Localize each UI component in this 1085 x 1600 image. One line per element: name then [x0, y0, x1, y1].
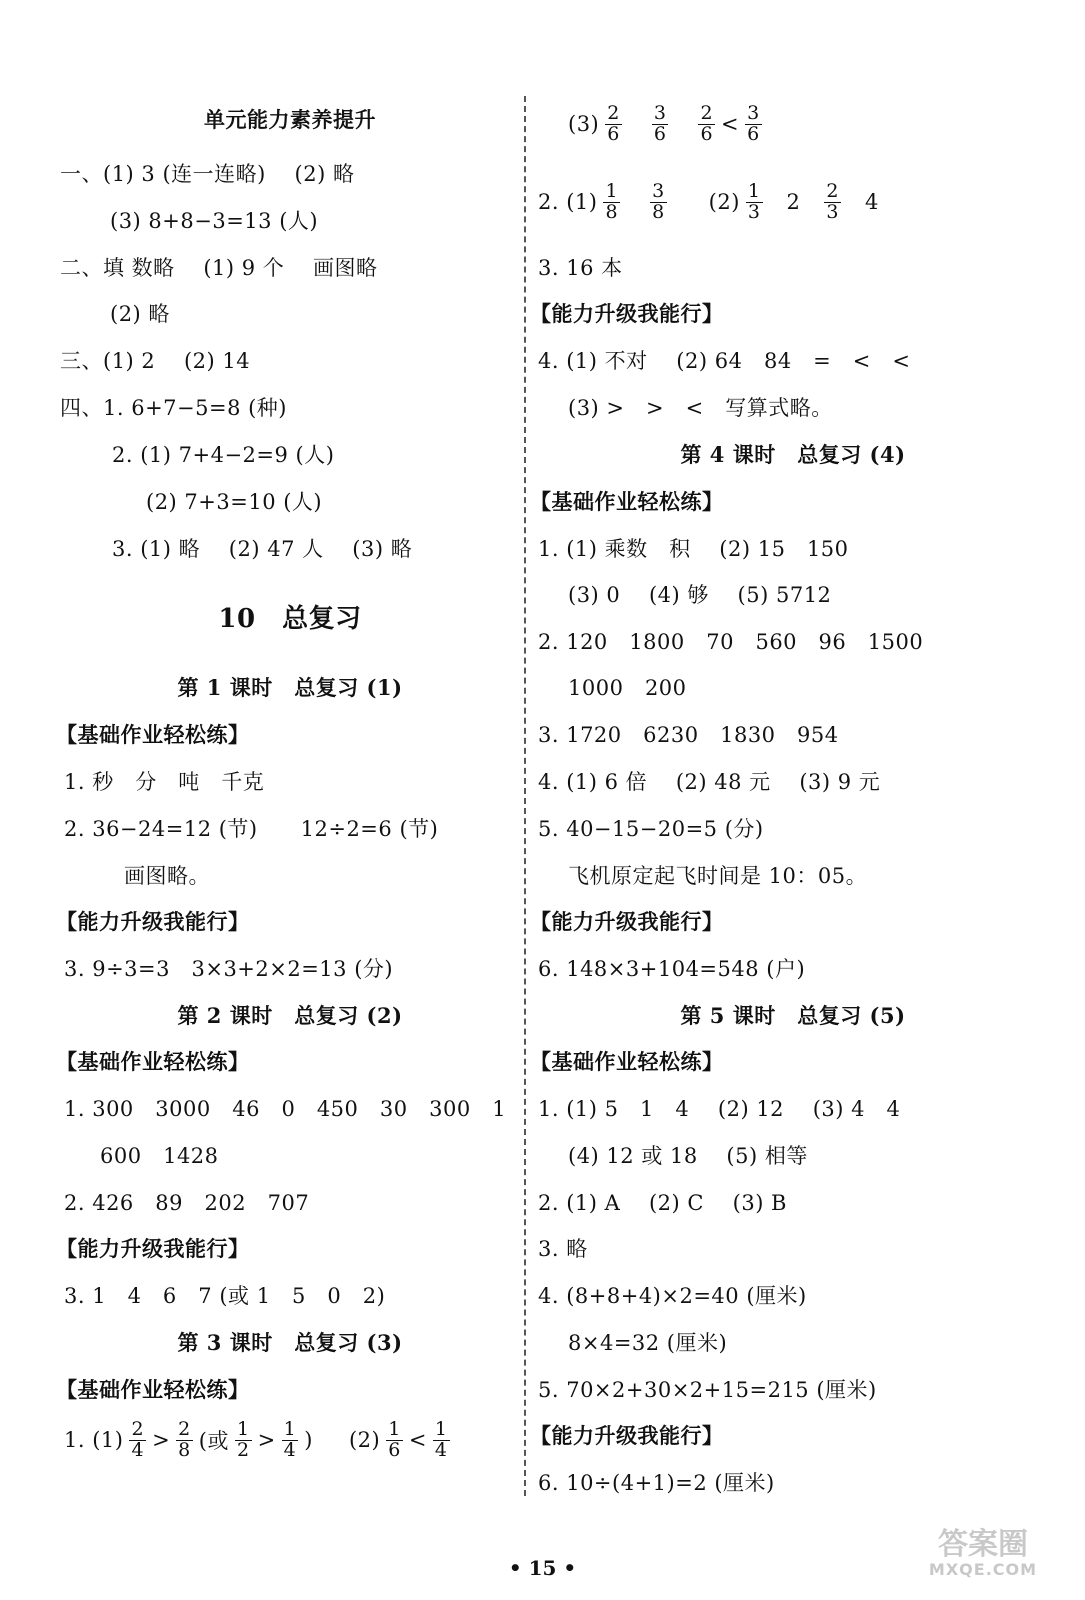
- answer-line: 4. (1) 不对 (2) 64 84 = < <: [538, 349, 911, 373]
- answer-line: 2. (1) A (2) C (3) B: [538, 1191, 787, 1215]
- section-heading: 【基础作业轻松练】: [56, 1377, 250, 1402]
- fraction: $\frac{1}{4}$: [434, 1418, 448, 1461]
- lesson-title: 第 4 课时 总复习 (4): [680, 442, 906, 467]
- answer-line: 1000 200: [568, 676, 687, 700]
- number-value: 2: [786, 190, 801, 215]
- section-heading: 【基础作业轻松练】: [530, 1049, 724, 1074]
- answer-line: 6. 148×3+104=548 (户): [538, 957, 806, 981]
- watermark-logo: 答案圈 MXQE.COM: [928, 1527, 1038, 1579]
- answer-line: 3. (1) 略 (2) 47 人 (3) 略: [112, 537, 413, 561]
- answer-line: 600 1428: [100, 1144, 219, 1168]
- or-text: (或: [198, 1429, 229, 1454]
- fraction-answer-line: [538, 182, 879, 223]
- fraction: $\frac{2}{3}$: [826, 180, 839, 223]
- fraction: $\frac{2}{4}$: [131, 1418, 145, 1461]
- section-heading: 【基础作业轻松练】: [56, 722, 250, 747]
- section-heading: 【能力升级我能行】: [56, 1236, 250, 1261]
- answer-line: 2. (1) 7+4−2=9 (人): [112, 443, 335, 467]
- lesson-title: 第 3 课时 总复习 (3): [177, 1330, 403, 1355]
- fraction: $\frac{3}{8}$: [652, 180, 665, 223]
- answer-line: 5. 70×2+30×2+15=215 (厘米): [538, 1378, 877, 1402]
- section-heading: 【能力升级我能行】: [530, 1423, 724, 1448]
- fraction: $\frac{1}{4}$: [283, 1418, 297, 1461]
- answer-line: 1. (1) 5 1 4 (2) 12 (3) 4 4: [538, 1097, 901, 1121]
- section-heading: 【能力升级我能行】: [530, 909, 724, 934]
- answer-line: 2. 36−24=12 (节) 12÷2=6 (节): [64, 817, 439, 841]
- lesson-title: 第 2 课时 总复习 (2): [177, 1003, 403, 1028]
- sub-question-label: (2): [708, 190, 740, 215]
- close-paren: ): [304, 1428, 313, 1453]
- lesson-title: 第 5 课时 总复习 (5): [680, 1003, 906, 1028]
- question-prefix: 2. (1): [538, 190, 598, 215]
- answer-line: 画图略。: [124, 864, 210, 888]
- answer-line: 5. 40−15−20=5 (分): [538, 817, 764, 841]
- answer-line: 飞机原定起飞时间是 10：05。: [568, 864, 868, 888]
- fraction: $\frac{1}{2}$: [236, 1418, 250, 1461]
- fraction: $\frac{3}{6}$: [747, 102, 760, 145]
- answer-line: 3. 9÷3=3 3×3+2×2=13 (分): [64, 957, 394, 981]
- answer-line: 4. (1) 6 倍 (2) 48 元 (3) 9 元: [538, 770, 881, 794]
- answer-line: 1. (1) 乘数 积 (2) 15 150: [538, 537, 849, 561]
- fraction: $\frac{2}{8}$: [178, 1418, 191, 1461]
- answer-line: 四、1. 6+7−5=8 (种): [60, 396, 288, 420]
- answer-line: 1. 秒 分 吨 千克: [64, 770, 265, 794]
- question-prefix: 1. (1): [64, 1428, 124, 1453]
- answer-line: 三、(1) 2 (2) 14: [60, 349, 251, 373]
- answer-line: 3. 1 4 6 7 (或 1 5 0 2): [64, 1284, 386, 1308]
- answer-line: 2. 426 89 202 707: [64, 1191, 310, 1215]
- answer-line: 8×4=32 (厘米): [568, 1331, 728, 1355]
- section-heading: 【基础作业轻松练】: [56, 1049, 250, 1074]
- chapter-title: 10 总复习: [218, 604, 362, 634]
- answer-line: (3) 0 (4) 够 (5) 5712: [568, 583, 832, 607]
- fraction: $\frac{3}{6}$: [653, 102, 667, 145]
- answer-line: (3) 8+8−3=13 (人): [110, 209, 319, 233]
- answer-line: (4) 12 或 18 (5) 相等: [568, 1144, 808, 1168]
- less-than-sign: <: [721, 112, 740, 137]
- section-heading: 【能力升级我能行】: [530, 301, 724, 326]
- answer-line: 1. 300 3000 46 0 450 30 300 1: [64, 1097, 507, 1121]
- answer-line: 3. 16 本: [538, 256, 623, 280]
- section-heading: 【能力升级我能行】: [56, 909, 250, 934]
- answer-line: 2. 120 1800 70 560 96 1500: [538, 630, 924, 654]
- section-heading: 【基础作业轻松练】: [530, 489, 724, 514]
- answer-line: 二、填 数略 (1) 9 个 画图略: [60, 256, 378, 280]
- answer-line: (2) 略: [110, 302, 170, 326]
- answer-line: (2) 7+3=10 (人): [146, 490, 323, 514]
- unit-title: 单元能力素养提升: [204, 107, 376, 132]
- page-number: • 15 •: [508, 1556, 577, 1580]
- fraction: $\frac{1}{6}$: [388, 1418, 401, 1461]
- fraction-answer-line: [568, 104, 768, 145]
- fraction: $\frac{2}{6}$: [607, 102, 620, 145]
- less-than-sign: <: [408, 1428, 427, 1453]
- column-divider: [524, 96, 526, 1496]
- sub-question-label: (2): [348, 1428, 381, 1453]
- answer-line: (3) > > < 写算式略。: [568, 396, 833, 420]
- answer-line: 一、(1) 3 (连一连略) (2) 略: [60, 162, 355, 186]
- answer-line: 3. 略: [538, 1237, 588, 1261]
- number-value: 4: [864, 190, 879, 215]
- fraction-answer-line: [64, 1420, 456, 1461]
- answer-line: 6. 10÷(4+1)=2 (厘米): [538, 1471, 775, 1495]
- fraction: $\frac{2}{6}$: [700, 102, 714, 145]
- greater-than-sign: >: [257, 1428, 276, 1453]
- fraction: $\frac{1}{3}$: [747, 180, 761, 223]
- fraction: $\frac{1}{8}$: [605, 180, 619, 223]
- sub-question-label: (3): [568, 112, 600, 137]
- greater-than-sign: >: [152, 1428, 171, 1453]
- answer-line: 4. (8+8+4)×2=40 (厘米): [538, 1284, 807, 1308]
- answer-line: 3. 1720 6230 1830 954: [538, 723, 839, 747]
- lesson-title: 第 1 课时 总复习 (1): [177, 675, 403, 700]
